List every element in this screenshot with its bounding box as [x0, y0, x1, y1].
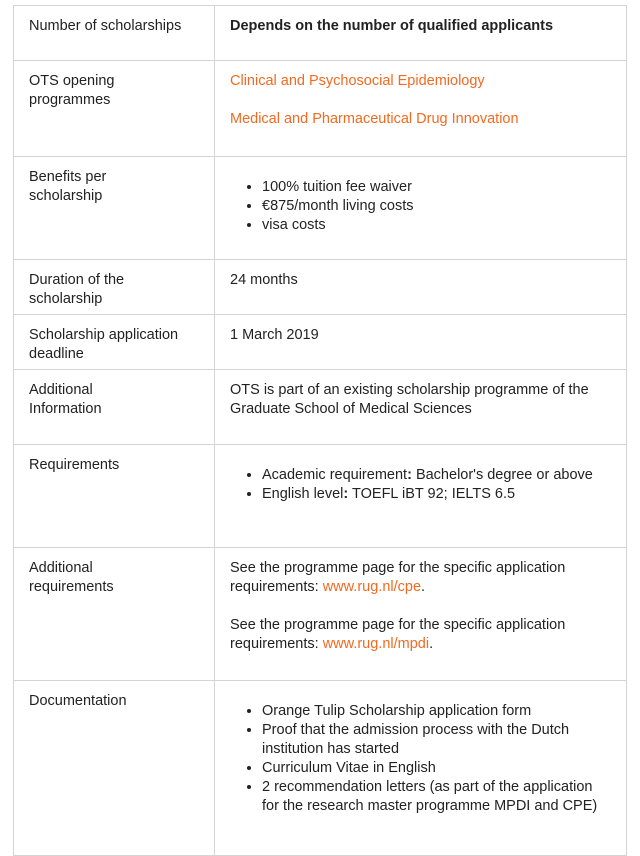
- programme-link-mpdi[interactable]: Medical and Pharmaceutical Drug Innovation: [230, 111, 519, 127]
- table-row: [14, 61, 627, 157]
- row-value: [215, 157, 627, 260]
- cpe-link[interactable]: www.rug.nl/cpe: [322, 579, 422, 595]
- scholarship-info-table: [13, 5, 627, 856]
- table-row: [14, 6, 627, 61]
- benefits-list: [230, 178, 612, 235]
- list-item: • Orange Tulip Scholarship application form: [262, 702, 612, 721]
- list-item: • English level: TOEFL iBT 92; IELTS 6.5: [262, 485, 612, 504]
- row-value: [215, 548, 627, 681]
- list-item: • €875/month living costs: [262, 197, 612, 216]
- row-value: OTS is part of an existing scholarship programme of the Graduate School of Medical Sciences: [215, 370, 627, 445]
- row-value: 24 months: [215, 260, 627, 315]
- row-label: Additional requirements: [14, 548, 215, 681]
- row-value: [215, 61, 627, 157]
- list-item: • Academic requirement: Bachelor's degree or above: [262, 466, 612, 485]
- row-value: 1 March 2019: [215, 315, 627, 370]
- documentation-list: [230, 702, 612, 816]
- row-label: Number of scholarships: [14, 6, 215, 61]
- row-label: OTS opening programmes: [14, 61, 215, 157]
- programme-link-cpe[interactable]: Clinical and Psychosocial Epidemiology: [230, 73, 485, 89]
- list-item: • 2 recommendation letters (as part of the application for the research master programme MPDI and CPE): [262, 778, 612, 816]
- table-row: [14, 548, 627, 681]
- requirements-note: See the programme page for the specific application requirements: www.rug.nl/mpdi.: [230, 617, 566, 652]
- requirements-note: See the programme page for the specific application requirements: www.rug.nl/cpe.: [230, 560, 566, 595]
- list-item: • 100% tuition fee waiver: [262, 178, 612, 197]
- list-item: • Curriculum Vitae in English: [262, 759, 612, 778]
- row-label: Benefits per scholarship: [14, 157, 215, 260]
- table-row: [14, 445, 627, 548]
- row-label: Requirements: [14, 445, 215, 548]
- row-label: Duration of the scholarship: [14, 260, 215, 315]
- row-label: Scholarship application deadline: [14, 315, 215, 370]
- row-value: [215, 681, 627, 856]
- table-row: [14, 260, 627, 315]
- mpdi-link[interactable]: www.rug.nl/mpdi: [322, 636, 430, 652]
- list-item: • visa costs: [262, 216, 612, 235]
- table-row: [14, 157, 627, 260]
- list-item: • Proof that the admission process with the Dutch institution has started: [262, 721, 612, 759]
- row-value: Depends on the number of qualified applicants: [215, 6, 627, 61]
- row-label: Additional Information: [14, 370, 215, 445]
- table-row: [14, 681, 627, 856]
- requirements-list: [230, 466, 612, 504]
- row-label: Documentation: [14, 681, 215, 856]
- row-value: [215, 445, 627, 548]
- table-row: [14, 315, 627, 370]
- table-row: [14, 370, 627, 445]
